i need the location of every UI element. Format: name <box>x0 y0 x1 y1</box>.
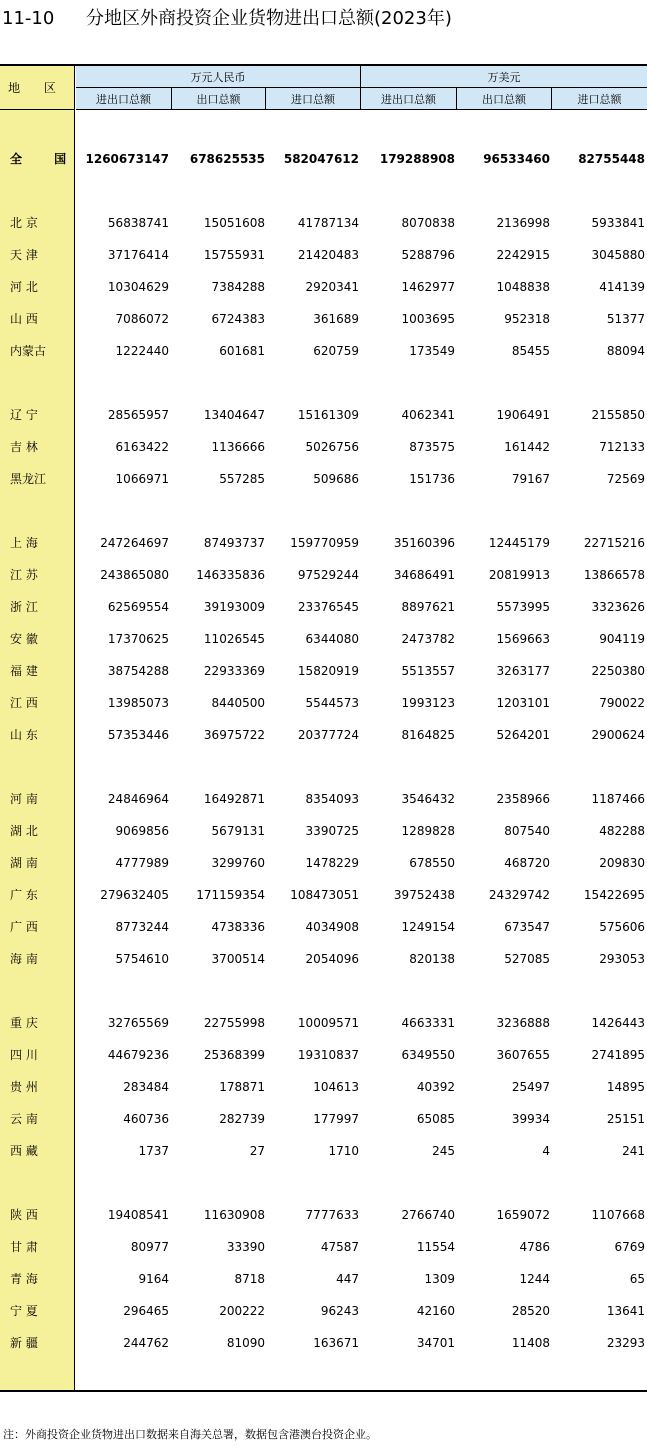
cell-rmb-total: 9069856 <box>115 824 169 838</box>
cell-rmb-total: 9164 <box>138 1272 169 1286</box>
cell-usd-export: 3607655 <box>496 1048 550 1062</box>
cell-rmb-export: 1136666 <box>211 440 265 454</box>
cell-rmb-export: 200222 <box>219 1304 265 1318</box>
cell-rmb-import: 447 <box>336 1272 359 1286</box>
region-name: 山 西 <box>10 312 38 326</box>
region-name: 青 海 <box>10 1272 38 1286</box>
cell-rmb-import: 509686 <box>313 472 359 486</box>
cell-rmb-import: 620759 <box>313 344 359 358</box>
table-row <box>0 884 647 906</box>
cell-usd-total: 8897621 <box>401 600 455 614</box>
cell-rmb-total: 28565957 <box>107 408 169 422</box>
table-row <box>0 244 647 266</box>
cell-rmb-total: 44679236 <box>107 1048 169 1062</box>
table-row <box>0 660 647 682</box>
cell-rmb-total: 32765569 <box>107 1016 169 1030</box>
region-name: 重 庆 <box>10 1016 38 1030</box>
region-name: 湖 南 <box>10 856 38 870</box>
cell-usd-import: 575606 <box>599 920 645 934</box>
cell-rmb-export: 39193009 <box>203 600 265 614</box>
col-header-rmb-export: 出口总额 <box>172 88 266 110</box>
cell-rmb-export: 13404647 <box>203 408 265 422</box>
cell-usd-total: 820138 <box>409 952 455 966</box>
cell-usd-export: 12445179 <box>488 536 550 550</box>
cell-rmb-export: 33390 <box>226 1240 265 1254</box>
table-row <box>0 1140 647 1162</box>
cell-usd-import: 51377 <box>606 312 645 326</box>
table-row <box>0 532 647 554</box>
cell-usd-total: 6349550 <box>401 1048 455 1062</box>
cell-rmb-import: 163671 <box>313 1336 359 1350</box>
cell-usd-export: 1659072 <box>496 1208 550 1222</box>
cell-rmb-import: 15820919 <box>297 664 359 678</box>
cell-usd-export: 1203101 <box>496 696 550 710</box>
cell-rmb-import: 20377724 <box>297 728 359 742</box>
region-name: 海 南 <box>10 952 38 966</box>
cell-rmb-total: 279632405 <box>100 888 169 902</box>
cell-usd-import: 2250380 <box>591 664 645 678</box>
cell-usd-import: 13866578 <box>583 568 645 582</box>
col-header-rmb-import: 进口总额 <box>266 88 361 110</box>
cell-rmb-total: 1066971 <box>115 472 169 486</box>
region-name: 辽 宁 <box>10 408 38 422</box>
table-row <box>0 1332 647 1354</box>
table-row <box>0 1108 647 1130</box>
cell-rmb-total: 243865080 <box>100 568 169 582</box>
cell-rmb-total: 6163422 <box>115 440 169 454</box>
cell-usd-export: 11408 <box>511 1336 550 1350</box>
cell-usd-total: 1462977 <box>401 280 455 294</box>
cell-rmb-export: 4738336 <box>211 920 265 934</box>
cell-rmb-total: 1260673147 <box>85 152 169 166</box>
region-name: 云 南 <box>10 1112 38 1126</box>
region-name: 河 南 <box>10 792 38 806</box>
table-row <box>0 1076 647 1098</box>
cell-usd-total: 2473782 <box>401 632 455 646</box>
cell-usd-import: 3045880 <box>591 248 645 262</box>
table-header <box>0 66 647 110</box>
cell-usd-total: 40392 <box>416 1080 455 1094</box>
cell-usd-import: 2900624 <box>591 728 645 742</box>
cell-rmb-total: 1222440 <box>115 344 169 358</box>
table-row <box>0 948 647 970</box>
cell-rmb-import: 8354093 <box>305 792 359 806</box>
cell-rmb-import: 2920341 <box>305 280 359 294</box>
cell-usd-import: 790022 <box>599 696 645 710</box>
cell-rmb-import: 4034908 <box>305 920 359 934</box>
cell-rmb-import: 5026756 <box>305 440 359 454</box>
cell-usd-total: 4663331 <box>401 1016 455 1030</box>
cell-rmb-total: 8773244 <box>115 920 169 934</box>
region-name: 宁 夏 <box>10 1304 38 1318</box>
cell-rmb-total: 296465 <box>123 1304 169 1318</box>
cell-usd-import: 14895 <box>606 1080 645 1094</box>
cell-rmb-import: 7777633 <box>305 1208 359 1222</box>
cell-rmb-import: 3390725 <box>305 824 359 838</box>
cell-rmb-total: 37176414 <box>107 248 169 262</box>
table-row <box>0 212 647 234</box>
cell-rmb-total: 7086072 <box>115 312 169 326</box>
region-name: 陕 西 <box>10 1208 38 1222</box>
cell-rmb-export: 5679131 <box>211 824 265 838</box>
table-row <box>0 724 647 746</box>
region-name: 福 建 <box>10 664 38 678</box>
cell-usd-export: 2242915 <box>496 248 550 262</box>
cell-usd-total: 2766740 <box>401 1208 455 1222</box>
col-header-usd-export: 出口总额 <box>457 88 552 110</box>
cell-usd-total: 4062341 <box>401 408 455 422</box>
region-name: 四 川 <box>10 1048 38 1062</box>
table-row <box>0 404 647 426</box>
cell-usd-import: 1187466 <box>591 792 645 806</box>
cell-usd-export: 673547 <box>504 920 550 934</box>
region-name: 湖 北 <box>10 824 38 838</box>
cell-rmb-export: 8718 <box>234 1272 265 1286</box>
cell-usd-export: 85455 <box>511 344 550 358</box>
region-name: 内蒙古 <box>10 344 47 358</box>
cell-rmb-export: 15755931 <box>203 248 265 262</box>
cell-rmb-import: 96243 <box>320 1304 359 1318</box>
cell-usd-total: 34701 <box>416 1336 455 1350</box>
cell-usd-import: 88094 <box>606 344 645 358</box>
data-table <box>0 64 647 1392</box>
table-row <box>0 468 647 490</box>
cell-rmb-total: 4777989 <box>115 856 169 870</box>
cell-usd-export: 952318 <box>504 312 550 326</box>
region-name: 安 徽 <box>10 632 38 646</box>
cell-usd-export: 5573995 <box>496 600 550 614</box>
cell-rmb-export: 282739 <box>219 1112 265 1126</box>
cell-usd-export: 807540 <box>504 824 550 838</box>
cell-usd-export: 468720 <box>504 856 550 870</box>
cell-usd-total: 1309 <box>424 1272 455 1286</box>
table-row <box>0 1300 647 1322</box>
cell-rmb-export: 27 <box>249 1144 265 1158</box>
cell-rmb-import: 1478229 <box>305 856 359 870</box>
table-row <box>0 436 647 458</box>
cell-usd-total: 179288908 <box>379 152 455 166</box>
cell-rmb-total: 244762 <box>123 1336 169 1350</box>
cell-usd-total: 8070838 <box>401 216 455 230</box>
cell-rmb-total: 247264697 <box>100 536 169 550</box>
cell-rmb-import: 19310837 <box>297 1048 359 1062</box>
region-name: 全 国 <box>10 152 81 166</box>
cell-rmb-total: 10304629 <box>107 280 169 294</box>
cell-rmb-total: 24846964 <box>107 792 169 806</box>
cell-usd-total: 8164825 <box>401 728 455 742</box>
cell-usd-import: 23293 <box>606 1336 645 1350</box>
cell-rmb-total: 17370625 <box>107 632 169 646</box>
region-name: 浙 江 <box>10 600 38 614</box>
cell-usd-export: 1048838 <box>496 280 550 294</box>
cell-rmb-export: 171159354 <box>196 888 265 902</box>
cell-rmb-export: 87493737 <box>203 536 265 550</box>
cell-rmb-total: 62569554 <box>107 600 169 614</box>
cell-usd-import: 712133 <box>599 440 645 454</box>
cell-rmb-export: 25368399 <box>203 1048 265 1062</box>
cell-rmb-import: 1710 <box>328 1144 359 1158</box>
cell-usd-export: 527085 <box>504 952 550 966</box>
table-row <box>0 596 647 618</box>
cell-rmb-export: 146335836 <box>196 568 265 582</box>
cell-rmb-export: 11630908 <box>203 1208 265 1222</box>
cell-rmb-total: 283484 <box>123 1080 169 1094</box>
cell-usd-total: 151736 <box>409 472 455 486</box>
table-row <box>0 916 647 938</box>
region-name: 新 疆 <box>10 1336 38 1350</box>
table-row <box>0 276 647 298</box>
cell-rmb-export: 6724383 <box>211 312 265 326</box>
table-row <box>0 340 647 362</box>
cell-usd-import: 241 <box>622 1144 645 1158</box>
cell-rmb-import: 5544573 <box>305 696 359 710</box>
cell-usd-total: 34686491 <box>393 568 455 582</box>
cell-rmb-import: 177997 <box>313 1112 359 1126</box>
cell-usd-total: 1249154 <box>401 920 455 934</box>
cell-usd-export: 3236888 <box>496 1016 550 1030</box>
cell-rmb-export: 11026545 <box>203 632 265 646</box>
region-header: 地 区 <box>0 66 75 110</box>
cell-rmb-import: 582047612 <box>283 152 359 166</box>
region-name: 江 苏 <box>10 568 38 582</box>
region-name: 河 北 <box>10 280 38 294</box>
cell-rmb-export: 3299760 <box>211 856 265 870</box>
region-name: 甘 肃 <box>10 1240 38 1254</box>
cell-usd-import: 904119 <box>599 632 645 646</box>
cell-usd-import: 3323626 <box>591 600 645 614</box>
cell-rmb-import: 41787134 <box>297 216 359 230</box>
table-title <box>2 4 452 34</box>
table-row <box>0 1012 647 1034</box>
cell-rmb-export: 8440500 <box>211 696 265 710</box>
cell-usd-import: 65 <box>629 1272 645 1286</box>
table-title-text: 分地区外商投资企业货物进出口总额(2023年) <box>86 8 452 29</box>
cell-rmb-export: 7384288 <box>211 280 265 294</box>
table-body <box>0 110 647 1390</box>
cell-rmb-import: 2054096 <box>305 952 359 966</box>
cell-usd-export: 79167 <box>511 472 550 486</box>
region-name: 吉 林 <box>10 440 38 454</box>
cell-usd-import: 6769 <box>614 1240 645 1254</box>
cell-usd-export: 4 <box>542 1144 550 1158</box>
cell-usd-import: 5933841 <box>591 216 645 230</box>
table-row-total <box>0 148 647 170</box>
cell-usd-import: 414139 <box>599 280 645 294</box>
region-name: 天 津 <box>10 248 38 262</box>
col-header-usd-total: 进出口总额 <box>361 88 457 110</box>
cell-usd-total: 873575 <box>409 440 455 454</box>
cell-usd-export: 2358966 <box>496 792 550 806</box>
cell-rmb-import: 23376545 <box>297 600 359 614</box>
cell-rmb-export: 601681 <box>219 344 265 358</box>
table-number: 11-10 <box>2 8 55 29</box>
cell-usd-export: 96533460 <box>483 152 550 166</box>
cell-usd-import: 25151 <box>606 1112 645 1126</box>
cell-usd-total: 245 <box>432 1144 455 1158</box>
col-header-rmb-total: 进出口总额 <box>76 88 172 110</box>
cell-rmb-import: 97529244 <box>297 568 359 582</box>
cell-usd-export: 3263177 <box>496 664 550 678</box>
region-name: 北 京 <box>10 216 38 230</box>
cell-usd-import: 2155850 <box>591 408 645 422</box>
table-row <box>0 1236 647 1258</box>
cell-rmb-total: 19408541 <box>107 1208 169 1222</box>
region-name: 西 藏 <box>10 1144 38 1158</box>
cell-usd-export: 28520 <box>511 1304 550 1318</box>
cell-usd-import: 293053 <box>599 952 645 966</box>
cell-rmb-export: 16492871 <box>203 792 265 806</box>
cell-usd-import: 72569 <box>606 472 645 486</box>
table-row <box>0 788 647 810</box>
table-row <box>0 852 647 874</box>
cell-rmb-total: 80977 <box>130 1240 169 1254</box>
table-row <box>0 564 647 586</box>
cell-rmb-import: 159770959 <box>290 536 359 550</box>
cell-usd-export: 4786 <box>519 1240 550 1254</box>
cell-rmb-total: 13985073 <box>107 696 169 710</box>
cell-usd-total: 1003695 <box>401 312 455 326</box>
table-row <box>0 1268 647 1290</box>
cell-usd-total: 42160 <box>416 1304 455 1318</box>
cell-rmb-export: 81090 <box>226 1336 265 1350</box>
region-name: 江 西 <box>10 696 38 710</box>
cell-usd-export: 2136998 <box>496 216 550 230</box>
cell-usd-import: 1107668 <box>591 1208 645 1222</box>
cell-usd-import: 13641 <box>606 1304 645 1318</box>
cell-usd-export: 161442 <box>504 440 550 454</box>
cell-usd-export: 5264201 <box>496 728 550 742</box>
cell-rmb-import: 21420483 <box>297 248 359 262</box>
cell-rmb-import: 47587 <box>320 1240 359 1254</box>
cell-usd-total: 173549 <box>409 344 455 358</box>
cell-rmb-import: 104613 <box>313 1080 359 1094</box>
cell-rmb-export: 36975722 <box>203 728 265 742</box>
cell-rmb-export: 178871 <box>219 1080 265 1094</box>
cell-rmb-import: 361689 <box>313 312 359 326</box>
cell-rmb-total: 56838741 <box>107 216 169 230</box>
table-row <box>0 308 647 330</box>
cell-usd-import: 15422695 <box>583 888 645 902</box>
cell-usd-export: 39934 <box>511 1112 550 1126</box>
cell-usd-total: 678550 <box>409 856 455 870</box>
cell-usd-export: 24329742 <box>488 888 550 902</box>
region-name: 上 海 <box>10 536 38 550</box>
rmb-group-header: 万元人民币 <box>76 66 361 88</box>
cell-rmb-export: 22755998 <box>203 1016 265 1030</box>
cell-usd-total: 5513557 <box>401 664 455 678</box>
cell-rmb-total: 38754288 <box>107 664 169 678</box>
cell-usd-total: 1993123 <box>401 696 455 710</box>
table-row <box>0 692 647 714</box>
cell-usd-total: 39752438 <box>393 888 455 902</box>
cell-usd-total: 65085 <box>416 1112 455 1126</box>
region-name: 广 东 <box>10 888 38 902</box>
table-row <box>0 1204 647 1226</box>
cell-usd-import: 82755448 <box>578 152 645 166</box>
cell-usd-export: 1244 <box>519 1272 550 1286</box>
cell-usd-total: 11554 <box>416 1240 455 1254</box>
cell-rmb-import: 15161309 <box>297 408 359 422</box>
cell-usd-import: 2741895 <box>591 1048 645 1062</box>
cell-rmb-import: 6344080 <box>305 632 359 646</box>
cell-rmb-total: 57353446 <box>107 728 169 742</box>
cell-usd-export: 1569663 <box>496 632 550 646</box>
region-name: 贵 州 <box>10 1080 38 1094</box>
table-row <box>0 628 647 650</box>
cell-usd-export: 1906491 <box>496 408 550 422</box>
cell-usd-export: 20819913 <box>488 568 550 582</box>
col-header-usd-import: 进口总额 <box>552 88 647 110</box>
cell-usd-total: 1289828 <box>401 824 455 838</box>
cell-rmb-export: 22933369 <box>203 664 265 678</box>
region-name: 广 西 <box>10 920 38 934</box>
cell-usd-export: 25497 <box>511 1080 550 1094</box>
footnote: 注：外商投资企业货物进出口数据来自海关总署，数据包含港澳台投资企业。 <box>3 1428 377 1441</box>
region-name: 山 东 <box>10 728 38 742</box>
cell-usd-total: 3546432 <box>401 792 455 806</box>
cell-usd-import: 482288 <box>599 824 645 838</box>
cell-rmb-total: 5754610 <box>115 952 169 966</box>
cell-rmb-export: 15051608 <box>203 216 265 230</box>
cell-rmb-export: 3700514 <box>211 952 265 966</box>
cell-usd-import: 1426443 <box>591 1016 645 1030</box>
region-name: 黑龙江 <box>10 472 47 486</box>
usd-group-header: 万美元 <box>361 66 647 88</box>
cell-rmb-export: 678625535 <box>189 152 265 166</box>
cell-usd-import: 209830 <box>599 856 645 870</box>
cell-rmb-export: 557285 <box>219 472 265 486</box>
cell-rmb-import: 10009571 <box>297 1016 359 1030</box>
cell-rmb-import: 108473051 <box>290 888 359 902</box>
cell-rmb-total: 460736 <box>123 1112 169 1126</box>
cell-usd-total: 5288796 <box>401 248 455 262</box>
cell-rmb-total: 1737 <box>138 1144 169 1158</box>
cell-usd-import: 22715216 <box>583 536 645 550</box>
table-row <box>0 820 647 842</box>
table-row <box>0 1044 647 1066</box>
cell-usd-total: 35160396 <box>393 536 455 550</box>
